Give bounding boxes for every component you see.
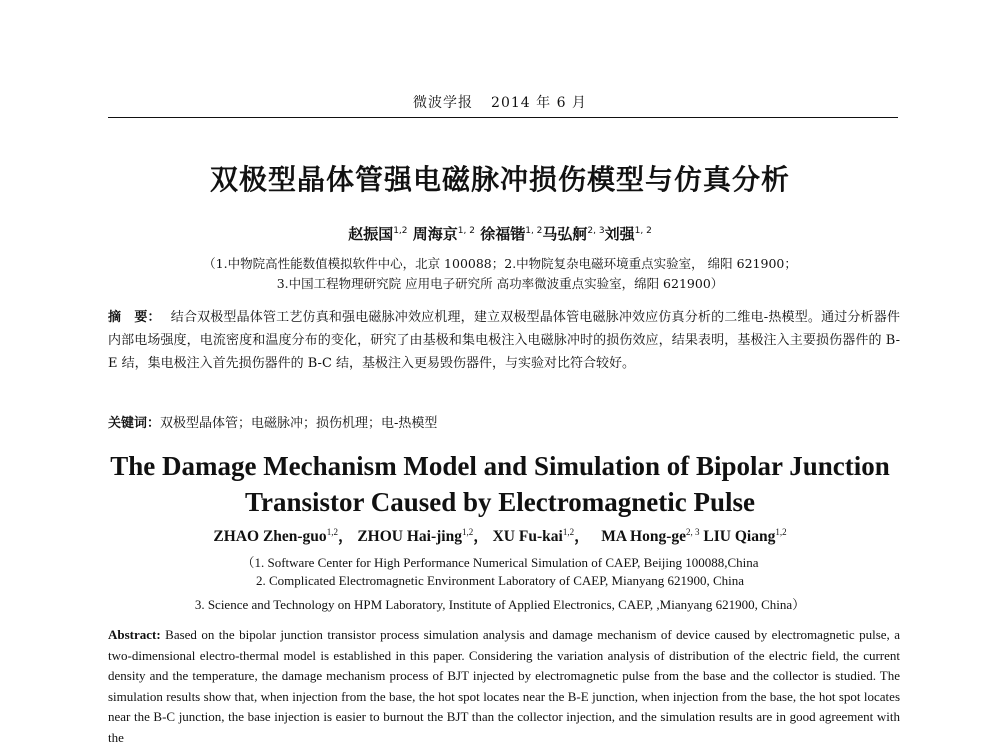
chinese-title: 双极型晶体管强电磁脉冲损伤模型与仿真分析 bbox=[209, 163, 790, 196]
chinese-affiliation-line1: （1.中物院高性能数值模拟软件中心，北京 100088；2.中物院复杂电磁环境重点实验室， 绵阳 621900； bbox=[203, 256, 797, 271]
header-rule bbox=[108, 117, 898, 118]
author: 刘强$^{1, 2}$ bbox=[604, 225, 652, 243]
chinese-authors bbox=[0, 223, 1000, 244]
chinese-keywords bbox=[108, 412, 900, 431]
english-authors bbox=[0, 524, 1000, 546]
chinese-keywords-text: 双极型晶体管；电磁脉冲；损伤机理；电-热模型 bbox=[160, 416, 438, 431]
chinese-abstract-text: 结合双极型晶体管工艺仿真和强电磁脉冲效应机理，建立双极型晶体管电磁脉冲效应仿真分析的二维电-热模型。通过分析器件内部电场强度，电流密度和温度分布的变化，研究了由基极和集电极注入电磁脉冲时的损伤效应，结果表明，基极注入主要损伤器件的 B-E 结，集电极注入首先损伤器件的 B-C 结，基极注入更易毁伤器件，与实验对比符合较好。 bbox=[108, 310, 900, 371]
author: ZHOU Hai-jing$^{1,2}$， bbox=[357, 526, 489, 545]
english-affiliation-line3: 3. Science and Technology on HPM Laboratory, Institute of Applied Electronics, CAEP, ,Mianyang 621900, China） bbox=[194, 597, 806, 612]
author: LIU Qiang$^{1,2}$ bbox=[703, 526, 787, 545]
author: 周海京$^{1, 2}$ bbox=[412, 225, 475, 243]
author: ZHAO Zhen-guo$^{1,2}$， bbox=[213, 526, 354, 545]
author: 赵振国$^{1,2}$ bbox=[348, 225, 408, 243]
english-title-line1: The Damage Mechanism Model and Simulation of Bipolar Junction bbox=[110, 451, 890, 481]
english-abstract-label: Abstract: bbox=[108, 627, 161, 642]
running-header bbox=[0, 92, 1000, 112]
english-affiliation-line1: （1. Software Center for High Performance Numerical Simulation of CAEP, Beijing 100088,China bbox=[241, 555, 759, 570]
english-title-line2: Transistor Caused by Electromagnetic Pulse bbox=[245, 487, 755, 517]
author: 徐福锴$^{1, 2}$ bbox=[480, 225, 543, 243]
chinese-affiliation-line2: 3.中国工程物理研究院 应用电子研究所 高功率微波重点实验室，绵阳 621900） bbox=[276, 276, 724, 291]
issue-date: 2014 年 6 月 bbox=[491, 95, 587, 111]
chinese-abstract-label: 摘 要： bbox=[108, 310, 161, 325]
english-affiliation-line2: 2. Complicated Electromagnetic Environment Laboratory of CAEP, Mianyang 621900, China bbox=[255, 573, 745, 588]
author: 马弘舸$^{2, 3}$ bbox=[542, 225, 605, 243]
author: MA Hong-ge$^{2, 3}$ bbox=[601, 526, 700, 545]
english-abstract bbox=[108, 625, 900, 748]
english-abstract-text: Based on the bipolar junction transistor process simulation analysis and damage mechanism of device caused by electromagnetic pulse, a two-dimensional electro-thermal model is established in this paper. Considering the variation analysis of distribution of the electric field, the current density and the temperature, the damage mechanism process of BJT injected by electromagnetic pulse from the base and the collector is studied. The simulation results show that, when injection from the base, the hot spot locates near the B-E junction, when injection from the base, the hot spot locates near the B-C junction, the base injection is easier to burnout the BJT than the collector injection, and the simulation results are in good agreement with the bbox=[108, 627, 900, 745]
chinese-abstract bbox=[108, 306, 900, 375]
journal-name: 微波学报 bbox=[413, 95, 474, 111]
author: XU Fu-kai$^{1,2}$， bbox=[492, 526, 590, 545]
chinese-keywords-label: 关键词： bbox=[108, 416, 161, 431]
